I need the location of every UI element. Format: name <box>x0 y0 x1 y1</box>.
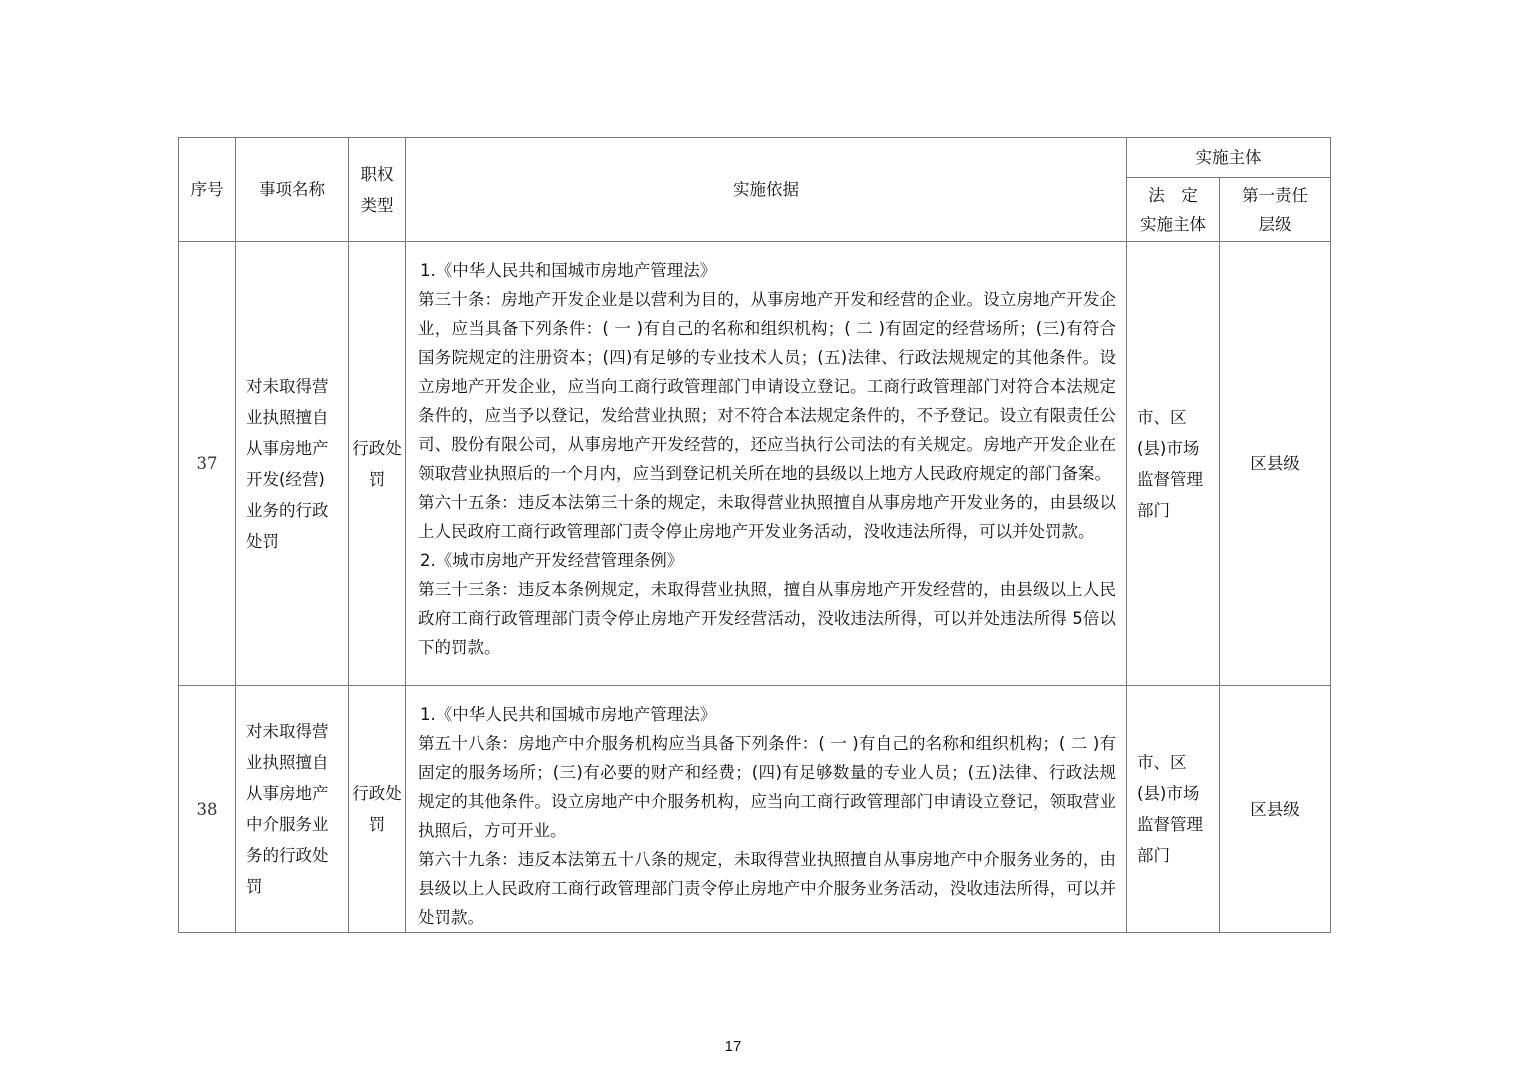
row-item-name: 对未取得营业执照擅自从事房地产开发(经营)业务的行政处罚 <box>236 242 349 686</box>
basis-law-title: 1.《中华人民共和国城市房地产管理法》 <box>420 261 717 280</box>
header-subject-group: 实施主体 <box>1127 138 1331 178</box>
basis-law-title: 1.《中华人民共和国城市房地产管理法》 <box>420 705 717 724</box>
basis-article: 第三十三条：违反本条例规定，未取得营业执照，擅自从事房地产开发经营的，由县级以上人民政府工商行政管理部门责令停止房地产开发经营活动，没收违法所得，可以并处违法所得 5倍以下的罚款。 <box>418 580 1116 657</box>
row-authority-type: 行政处罚 <box>349 686 406 933</box>
header-item-name: 事项名称 <box>236 138 349 242</box>
page-number: 17 <box>724 1038 742 1055</box>
header-legal-subject: 法 定 实施主体 <box>1127 178 1220 242</box>
header-authority-type: 职权 类型 <box>349 138 406 242</box>
enforcement-items-table <box>178 137 1331 933</box>
row-item-name: 对未取得营业执照擅自从事房地产中介服务业务的行政处罚 <box>236 686 349 933</box>
row-first-level: 区县级 <box>1220 686 1331 933</box>
header-seq: 序号 <box>179 138 236 242</box>
basis-article: 第六十九条：违反本法第五十八条的规定，未取得营业执照擅自从事房地产中介服务业务的，由县级以上人民政府工商行政管理部门责令停止房地产中介服务业务活动，没收违法所得，可以并处罚款。 <box>418 850 1116 927</box>
basis-law-title: 2.《城市房地产开发经营管理条例》 <box>420 551 684 570</box>
header-basis: 实施依据 <box>406 138 1127 242</box>
row-first-level: 区县级 <box>1220 242 1331 686</box>
row-legal-subject: 市、区(县)市场监督管理部门 <box>1127 686 1220 933</box>
table-row <box>179 686 1331 933</box>
basis-article: 第五十八条：房地产中介服务机构应当具备下列条件：( 一 )有自己的名称和组织机构；( 二 )有固定的服务场所；(三)有必要的财产和经费；(四)有足够数量的专业人员；(五)法律、行政法规规定的其他条件。设立房地产中介服务机构，应当向工商行政管理部门申请设立登记，领取营业执照后，方可开业。 <box>418 734 1116 840</box>
header-first-level: 第一责任 层级 <box>1220 178 1331 242</box>
basis-article: 第三十条：房地产开发企业是以营利为目的，从事房地产开发和经营的企业。设立房地产开发企业，应当具备下列条件：( 一 )有自己的名称和组织机构；( 二 )有固定的经营场所；(三)有符合国务院规定的注册资本；(四)有足够的专业技术人员；(五)法律、行政法规规定的其他条件。设立房地产开发企业，应当向工商行政管理部门申请设立登记。工商行政管理部门对符合本法规定条件的，应当予以登记，发给营业执照；对不符合本法规定条件的，不予登记。设立有限责任公司、股份有限公司，从事房地产开发经营的，还应当执行公司法的有关规定。房地产开发企业在领取营业执照后的一个月内，应当到登记机关所在地的县级以上地方人民政府规定的部门备案。 <box>418 290 1116 483</box>
row-basis <box>406 242 1127 686</box>
basis-article: 第六十五条：违反本法第三十条的规定，未取得营业执照擅自从事房地产开发业务的，由县级以上人民政府工商行政管理部门责令停止房地产开发业务活动，没收违法所得，可以并处罚款。 <box>418 493 1116 541</box>
row-seq: 37 <box>179 242 236 686</box>
row-legal-subject: 市、区(县)市场监督管理部门 <box>1127 242 1220 686</box>
row-authority-type: 行政处罚 <box>349 242 406 686</box>
row-basis <box>406 686 1127 933</box>
table-row <box>179 242 1331 686</box>
row-seq: 38 <box>179 686 236 933</box>
